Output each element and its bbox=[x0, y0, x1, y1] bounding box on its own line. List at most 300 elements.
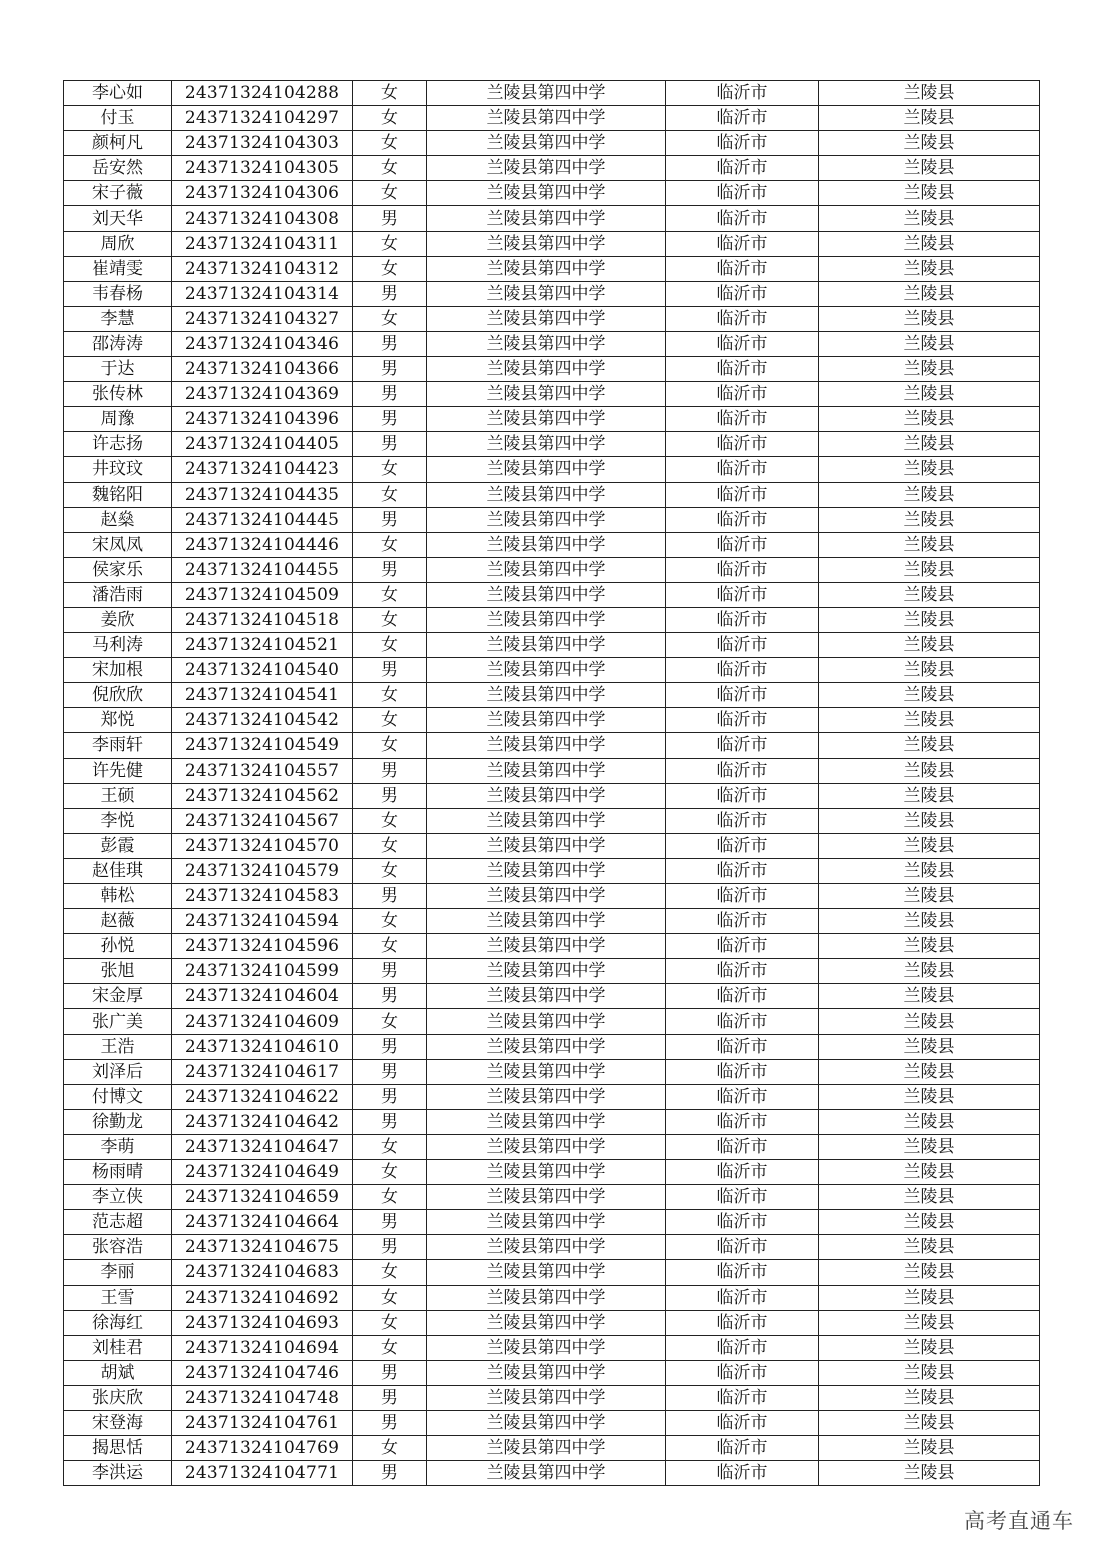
cell-name: 李悦 bbox=[64, 808, 172, 833]
cell-county: 兰陵县 bbox=[819, 1436, 1040, 1461]
cell-name: 杨雨晴 bbox=[64, 1160, 172, 1185]
cell-county: 兰陵县 bbox=[819, 1185, 1040, 1210]
cell-gender: 男 bbox=[353, 783, 427, 808]
cell-gender: 女 bbox=[353, 131, 427, 156]
cell-name: 赵佳琪 bbox=[64, 858, 172, 883]
cell-city: 临沂市 bbox=[666, 106, 819, 131]
cell-name: 刘泽后 bbox=[64, 1059, 172, 1084]
cell-name: 付博文 bbox=[64, 1084, 172, 1109]
cell-city: 临沂市 bbox=[666, 231, 819, 256]
cell-county: 兰陵县 bbox=[819, 156, 1040, 181]
cell-county: 兰陵县 bbox=[819, 1160, 1040, 1185]
cell-city: 临沂市 bbox=[666, 331, 819, 356]
cell-school: 兰陵县第四中学 bbox=[427, 934, 666, 959]
cell-school: 兰陵县第四中学 bbox=[427, 833, 666, 858]
cell-id: 24371324104647 bbox=[172, 1134, 353, 1159]
cell-city: 临沂市 bbox=[666, 181, 819, 206]
cell-city: 临沂市 bbox=[666, 959, 819, 984]
cell-name: 潘浩雨 bbox=[64, 582, 172, 607]
cell-school: 兰陵县第四中学 bbox=[427, 532, 666, 557]
table-body bbox=[64, 81, 1040, 1486]
cell-school: 兰陵县第四中学 bbox=[427, 959, 666, 984]
cell-name: 王硕 bbox=[64, 783, 172, 808]
table-row bbox=[64, 306, 1040, 331]
cell-city: 临沂市 bbox=[666, 984, 819, 1009]
cell-city: 临沂市 bbox=[666, 432, 819, 457]
cell-gender: 男 bbox=[353, 1109, 427, 1134]
cell-name: 范志超 bbox=[64, 1210, 172, 1235]
cell-id: 24371324104664 bbox=[172, 1210, 353, 1235]
cell-name: 徐勤龙 bbox=[64, 1109, 172, 1134]
cell-school: 兰陵县第四中学 bbox=[427, 1084, 666, 1109]
cell-id: 24371324104769 bbox=[172, 1436, 353, 1461]
cell-gender: 男 bbox=[353, 432, 427, 457]
cell-county: 兰陵县 bbox=[819, 1285, 1040, 1310]
table-row bbox=[64, 231, 1040, 256]
table-row bbox=[64, 331, 1040, 356]
cell-name: 李立侠 bbox=[64, 1185, 172, 1210]
cell-county: 兰陵县 bbox=[819, 1410, 1040, 1435]
cell-city: 临沂市 bbox=[666, 934, 819, 959]
cell-school: 兰陵县第四中学 bbox=[427, 482, 666, 507]
watermark-text: 高考直通车 bbox=[964, 1509, 1074, 1533]
cell-school: 兰陵县第四中学 bbox=[427, 557, 666, 582]
table-row bbox=[64, 1185, 1040, 1210]
table-row bbox=[64, 81, 1040, 106]
cell-city: 临沂市 bbox=[666, 909, 819, 934]
cell-id: 24371324104518 bbox=[172, 607, 353, 632]
cell-name: 李萌 bbox=[64, 1134, 172, 1159]
table-row bbox=[64, 758, 1040, 783]
table-row bbox=[64, 181, 1040, 206]
cell-school: 兰陵县第四中学 bbox=[427, 1210, 666, 1235]
cell-name: 胡斌 bbox=[64, 1360, 172, 1385]
cell-city: 临沂市 bbox=[666, 81, 819, 106]
cell-city: 临沂市 bbox=[666, 1260, 819, 1285]
cell-city: 临沂市 bbox=[666, 783, 819, 808]
cell-gender: 女 bbox=[353, 1260, 427, 1285]
cell-id: 24371324104423 bbox=[172, 457, 353, 482]
table-row bbox=[64, 106, 1040, 131]
cell-gender: 女 bbox=[353, 181, 427, 206]
cell-county: 兰陵县 bbox=[819, 1335, 1040, 1360]
cell-id: 24371324104311 bbox=[172, 231, 353, 256]
cell-name: 宋登海 bbox=[64, 1410, 172, 1435]
cell-gender: 男 bbox=[353, 357, 427, 382]
table-row bbox=[64, 858, 1040, 883]
cell-name: 倪欣欣 bbox=[64, 683, 172, 708]
cell-gender: 男 bbox=[353, 1034, 427, 1059]
cell-school: 兰陵县第四中学 bbox=[427, 1461, 666, 1486]
cell-school: 兰陵县第四中学 bbox=[427, 1260, 666, 1285]
cell-gender: 女 bbox=[353, 582, 427, 607]
cell-school: 兰陵县第四中学 bbox=[427, 683, 666, 708]
cell-city: 临沂市 bbox=[666, 733, 819, 758]
cell-city: 临沂市 bbox=[666, 1310, 819, 1335]
cell-name: 周欣 bbox=[64, 231, 172, 256]
cell-county: 兰陵县 bbox=[819, 306, 1040, 331]
cell-id: 24371324104604 bbox=[172, 984, 353, 1009]
cell-county: 兰陵县 bbox=[819, 758, 1040, 783]
cell-id: 24371324104396 bbox=[172, 407, 353, 432]
cell-id: 24371324104693 bbox=[172, 1310, 353, 1335]
cell-city: 临沂市 bbox=[666, 808, 819, 833]
table-row bbox=[64, 909, 1040, 934]
cell-name: 宋金厚 bbox=[64, 984, 172, 1009]
cell-county: 兰陵县 bbox=[819, 331, 1040, 356]
cell-gender: 男 bbox=[353, 1235, 427, 1260]
cell-city: 临沂市 bbox=[666, 357, 819, 382]
cell-city: 临沂市 bbox=[666, 1335, 819, 1360]
cell-name: 揭思恬 bbox=[64, 1436, 172, 1461]
cell-city: 临沂市 bbox=[666, 1285, 819, 1310]
cell-county: 兰陵县 bbox=[819, 281, 1040, 306]
cell-school: 兰陵县第四中学 bbox=[427, 607, 666, 632]
cell-school: 兰陵县第四中学 bbox=[427, 884, 666, 909]
cell-city: 临沂市 bbox=[666, 1160, 819, 1185]
cell-name: 赵薇 bbox=[64, 909, 172, 934]
cell-id: 24371324104305 bbox=[172, 156, 353, 181]
cell-id: 24371324104557 bbox=[172, 758, 353, 783]
cell-school: 兰陵县第四中学 bbox=[427, 1059, 666, 1084]
cell-id: 24371324104659 bbox=[172, 1185, 353, 1210]
cell-gender: 男 bbox=[353, 407, 427, 432]
cell-name: 李雨轩 bbox=[64, 733, 172, 758]
cell-gender: 男 bbox=[353, 658, 427, 683]
cell-name: 姜欣 bbox=[64, 607, 172, 632]
cell-school: 兰陵县第四中学 bbox=[427, 457, 666, 482]
cell-gender: 女 bbox=[353, 256, 427, 281]
cell-gender: 男 bbox=[353, 331, 427, 356]
table-row bbox=[64, 1410, 1040, 1435]
cell-county: 兰陵县 bbox=[819, 1461, 1040, 1486]
cell-city: 临沂市 bbox=[666, 281, 819, 306]
cell-county: 兰陵县 bbox=[819, 733, 1040, 758]
cell-city: 临沂市 bbox=[666, 582, 819, 607]
cell-school: 兰陵县第四中学 bbox=[427, 984, 666, 1009]
cell-gender: 男 bbox=[353, 884, 427, 909]
cell-id: 24371324104306 bbox=[172, 181, 353, 206]
table-row bbox=[64, 1009, 1040, 1034]
cell-gender: 男 bbox=[353, 984, 427, 1009]
table-row bbox=[64, 1461, 1040, 1486]
cell-county: 兰陵县 bbox=[819, 1385, 1040, 1410]
cell-name: 张庆欣 bbox=[64, 1385, 172, 1410]
cell-name: 赵燊 bbox=[64, 507, 172, 532]
cell-id: 24371324104610 bbox=[172, 1034, 353, 1059]
cell-name: 郑悦 bbox=[64, 708, 172, 733]
cell-city: 临沂市 bbox=[666, 607, 819, 632]
cell-gender: 男 bbox=[353, 1084, 427, 1109]
cell-id: 24371324104675 bbox=[172, 1235, 353, 1260]
cell-school: 兰陵县第四中学 bbox=[427, 1360, 666, 1385]
cell-school: 兰陵县第四中学 bbox=[427, 909, 666, 934]
cell-id: 24371324104455 bbox=[172, 557, 353, 582]
cell-city: 临沂市 bbox=[666, 507, 819, 532]
table-row bbox=[64, 407, 1040, 432]
cell-gender: 男 bbox=[353, 1210, 427, 1235]
cell-city: 临沂市 bbox=[666, 1210, 819, 1235]
table-row bbox=[64, 532, 1040, 557]
cell-county: 兰陵县 bbox=[819, 1134, 1040, 1159]
cell-id: 24371324104549 bbox=[172, 733, 353, 758]
table-row bbox=[64, 482, 1040, 507]
cell-gender: 男 bbox=[353, 1360, 427, 1385]
cell-city: 临沂市 bbox=[666, 206, 819, 231]
cell-city: 临沂市 bbox=[666, 482, 819, 507]
cell-county: 兰陵县 bbox=[819, 683, 1040, 708]
cell-city: 临沂市 bbox=[666, 1134, 819, 1159]
cell-name: 侯家乐 bbox=[64, 557, 172, 582]
table-row bbox=[64, 1160, 1040, 1185]
cell-name: 刘天华 bbox=[64, 206, 172, 231]
cell-gender: 女 bbox=[353, 457, 427, 482]
cell-city: 临沂市 bbox=[666, 658, 819, 683]
cell-county: 兰陵县 bbox=[819, 633, 1040, 658]
cell-county: 兰陵县 bbox=[819, 658, 1040, 683]
cell-city: 临沂市 bbox=[666, 256, 819, 281]
cell-city: 临沂市 bbox=[666, 1084, 819, 1109]
cell-id: 24371324104541 bbox=[172, 683, 353, 708]
cell-gender: 女 bbox=[353, 909, 427, 934]
cell-id: 24371324104405 bbox=[172, 432, 353, 457]
cell-id: 24371324104617 bbox=[172, 1059, 353, 1084]
cell-school: 兰陵县第四中学 bbox=[427, 1410, 666, 1435]
cell-id: 24371324104297 bbox=[172, 106, 353, 131]
table-row bbox=[64, 658, 1040, 683]
cell-school: 兰陵县第四中学 bbox=[427, 1310, 666, 1335]
cell-gender: 女 bbox=[353, 1160, 427, 1185]
cell-gender: 女 bbox=[353, 1185, 427, 1210]
cell-county: 兰陵县 bbox=[819, 106, 1040, 131]
table-row bbox=[64, 733, 1040, 758]
cell-school: 兰陵县第四中学 bbox=[427, 231, 666, 256]
cell-gender: 男 bbox=[353, 1059, 427, 1084]
cell-county: 兰陵县 bbox=[819, 557, 1040, 582]
cell-id: 24371324104509 bbox=[172, 582, 353, 607]
cell-city: 临沂市 bbox=[666, 1410, 819, 1435]
cell-county: 兰陵县 bbox=[819, 507, 1040, 532]
cell-city: 临沂市 bbox=[666, 1461, 819, 1486]
cell-school: 兰陵县第四中学 bbox=[427, 1034, 666, 1059]
cell-gender: 女 bbox=[353, 683, 427, 708]
cell-gender: 女 bbox=[353, 808, 427, 833]
cell-id: 24371324104771 bbox=[172, 1461, 353, 1486]
cell-city: 临沂市 bbox=[666, 407, 819, 432]
cell-gender: 男 bbox=[353, 557, 427, 582]
cell-gender: 女 bbox=[353, 1436, 427, 1461]
cell-city: 临沂市 bbox=[666, 708, 819, 733]
cell-school: 兰陵县第四中学 bbox=[427, 1009, 666, 1034]
cell-school: 兰陵县第四中学 bbox=[427, 432, 666, 457]
cell-gender: 男 bbox=[353, 758, 427, 783]
cell-city: 临沂市 bbox=[666, 156, 819, 181]
cell-name: 张容浩 bbox=[64, 1235, 172, 1260]
cell-gender: 女 bbox=[353, 1134, 427, 1159]
cell-gender: 男 bbox=[353, 959, 427, 984]
cell-id: 24371324104761 bbox=[172, 1410, 353, 1435]
cell-gender: 女 bbox=[353, 81, 427, 106]
cell-county: 兰陵县 bbox=[819, 708, 1040, 733]
cell-name: 邵涛涛 bbox=[64, 331, 172, 356]
cell-school: 兰陵县第四中学 bbox=[427, 331, 666, 356]
cell-school: 兰陵县第四中学 bbox=[427, 1335, 666, 1360]
cell-county: 兰陵县 bbox=[819, 1059, 1040, 1084]
cell-id: 24371324104692 bbox=[172, 1285, 353, 1310]
cell-city: 临沂市 bbox=[666, 1360, 819, 1385]
cell-name: 刘桂君 bbox=[64, 1335, 172, 1360]
cell-county: 兰陵县 bbox=[819, 858, 1040, 883]
table-row bbox=[64, 1335, 1040, 1360]
table-row bbox=[64, 281, 1040, 306]
cell-gender: 男 bbox=[353, 281, 427, 306]
cell-gender: 女 bbox=[353, 1285, 427, 1310]
cell-city: 临沂市 bbox=[666, 1185, 819, 1210]
table-row bbox=[64, 432, 1040, 457]
cell-city: 临沂市 bbox=[666, 1109, 819, 1134]
cell-gender: 男 bbox=[353, 206, 427, 231]
cell-city: 临沂市 bbox=[666, 884, 819, 909]
table-row bbox=[64, 959, 1040, 984]
cell-school: 兰陵县第四中学 bbox=[427, 382, 666, 407]
table-row bbox=[64, 557, 1040, 582]
cell-gender: 女 bbox=[353, 532, 427, 557]
table-row bbox=[64, 1436, 1040, 1461]
cell-school: 兰陵县第四中学 bbox=[427, 633, 666, 658]
cell-name: 李洪运 bbox=[64, 1461, 172, 1486]
cell-county: 兰陵县 bbox=[819, 532, 1040, 557]
cell-id: 24371324104748 bbox=[172, 1385, 353, 1410]
table-row bbox=[64, 1310, 1040, 1335]
cell-county: 兰陵县 bbox=[819, 1235, 1040, 1260]
cell-county: 兰陵县 bbox=[819, 432, 1040, 457]
cell-city: 临沂市 bbox=[666, 1059, 819, 1084]
cell-county: 兰陵县 bbox=[819, 1210, 1040, 1235]
table-row bbox=[64, 256, 1040, 281]
cell-school: 兰陵县第四中学 bbox=[427, 1134, 666, 1159]
cell-county: 兰陵县 bbox=[819, 959, 1040, 984]
cell-gender: 女 bbox=[353, 156, 427, 181]
cell-county: 兰陵县 bbox=[819, 1009, 1040, 1034]
cell-school: 兰陵县第四中学 bbox=[427, 1160, 666, 1185]
cell-name: 李慧 bbox=[64, 306, 172, 331]
table-row bbox=[64, 984, 1040, 1009]
cell-id: 24371324104567 bbox=[172, 808, 353, 833]
cell-id: 24371324104649 bbox=[172, 1160, 353, 1185]
cell-school: 兰陵县第四中学 bbox=[427, 81, 666, 106]
table-row bbox=[64, 708, 1040, 733]
student-list-table bbox=[63, 80, 1040, 1486]
cell-id: 24371324104642 bbox=[172, 1109, 353, 1134]
table-row bbox=[64, 1084, 1040, 1109]
cell-city: 临沂市 bbox=[666, 131, 819, 156]
cell-name: 张旭 bbox=[64, 959, 172, 984]
cell-school: 兰陵县第四中学 bbox=[427, 1109, 666, 1134]
table-row bbox=[64, 1134, 1040, 1159]
cell-id: 24371324104540 bbox=[172, 658, 353, 683]
cell-school: 兰陵县第四中学 bbox=[427, 783, 666, 808]
cell-school: 兰陵县第四中学 bbox=[427, 858, 666, 883]
cell-name: 许志扬 bbox=[64, 432, 172, 457]
cell-school: 兰陵县第四中学 bbox=[427, 106, 666, 131]
cell-gender: 男 bbox=[353, 507, 427, 532]
cell-school: 兰陵县第四中学 bbox=[427, 1285, 666, 1310]
table-row bbox=[64, 607, 1040, 632]
table-row bbox=[64, 156, 1040, 181]
cell-city: 临沂市 bbox=[666, 833, 819, 858]
cell-id: 24371324104594 bbox=[172, 909, 353, 934]
cell-school: 兰陵县第四中学 bbox=[427, 808, 666, 833]
cell-gender: 女 bbox=[353, 733, 427, 758]
cell-county: 兰陵县 bbox=[819, 934, 1040, 959]
cell-school: 兰陵县第四中学 bbox=[427, 181, 666, 206]
table-row bbox=[64, 808, 1040, 833]
cell-id: 24371324104369 bbox=[172, 382, 353, 407]
cell-school: 兰陵县第四中学 bbox=[427, 708, 666, 733]
cell-id: 24371324104314 bbox=[172, 281, 353, 306]
cell-name: 周豫 bbox=[64, 407, 172, 432]
table-row bbox=[64, 507, 1040, 532]
cell-city: 临沂市 bbox=[666, 858, 819, 883]
cell-county: 兰陵县 bbox=[819, 783, 1040, 808]
cell-gender: 女 bbox=[353, 1009, 427, 1034]
cell-name: 宋凤凤 bbox=[64, 532, 172, 557]
cell-id: 24371324104579 bbox=[172, 858, 353, 883]
table-row bbox=[64, 357, 1040, 382]
cell-county: 兰陵县 bbox=[819, 808, 1040, 833]
cell-school: 兰陵县第四中学 bbox=[427, 206, 666, 231]
cell-county: 兰陵县 bbox=[819, 1109, 1040, 1134]
cell-school: 兰陵县第四中学 bbox=[427, 1235, 666, 1260]
table-row bbox=[64, 457, 1040, 482]
cell-school: 兰陵县第四中学 bbox=[427, 407, 666, 432]
cell-id: 24371324104346 bbox=[172, 331, 353, 356]
table-row bbox=[64, 833, 1040, 858]
cell-county: 兰陵县 bbox=[819, 357, 1040, 382]
cell-school: 兰陵县第四中学 bbox=[427, 1385, 666, 1410]
cell-gender: 男 bbox=[353, 1385, 427, 1410]
cell-name: 王浩 bbox=[64, 1034, 172, 1059]
cell-city: 临沂市 bbox=[666, 457, 819, 482]
table-row bbox=[64, 131, 1040, 156]
cell-city: 临沂市 bbox=[666, 683, 819, 708]
cell-name: 颜柯凡 bbox=[64, 131, 172, 156]
cell-name: 付玉 bbox=[64, 106, 172, 131]
cell-gender: 男 bbox=[353, 1461, 427, 1486]
cell-id: 24371324104308 bbox=[172, 206, 353, 231]
cell-county: 兰陵县 bbox=[819, 382, 1040, 407]
cell-name: 宋加根 bbox=[64, 658, 172, 683]
cell-id: 24371324104521 bbox=[172, 633, 353, 658]
table-row bbox=[64, 1034, 1040, 1059]
cell-name: 孙悦 bbox=[64, 934, 172, 959]
table-row bbox=[64, 382, 1040, 407]
cell-name: 许先健 bbox=[64, 758, 172, 783]
table-row bbox=[64, 633, 1040, 658]
cell-county: 兰陵县 bbox=[819, 256, 1040, 281]
cell-id: 24371324104746 bbox=[172, 1360, 353, 1385]
cell-id: 24371324104609 bbox=[172, 1009, 353, 1034]
table-row bbox=[64, 1360, 1040, 1385]
cell-id: 24371324104622 bbox=[172, 1084, 353, 1109]
cell-county: 兰陵县 bbox=[819, 1260, 1040, 1285]
cell-city: 临沂市 bbox=[666, 1009, 819, 1034]
cell-county: 兰陵县 bbox=[819, 1360, 1040, 1385]
cell-name: 彭霞 bbox=[64, 833, 172, 858]
table-row bbox=[64, 934, 1040, 959]
cell-school: 兰陵县第四中学 bbox=[427, 256, 666, 281]
table-row bbox=[64, 582, 1040, 607]
